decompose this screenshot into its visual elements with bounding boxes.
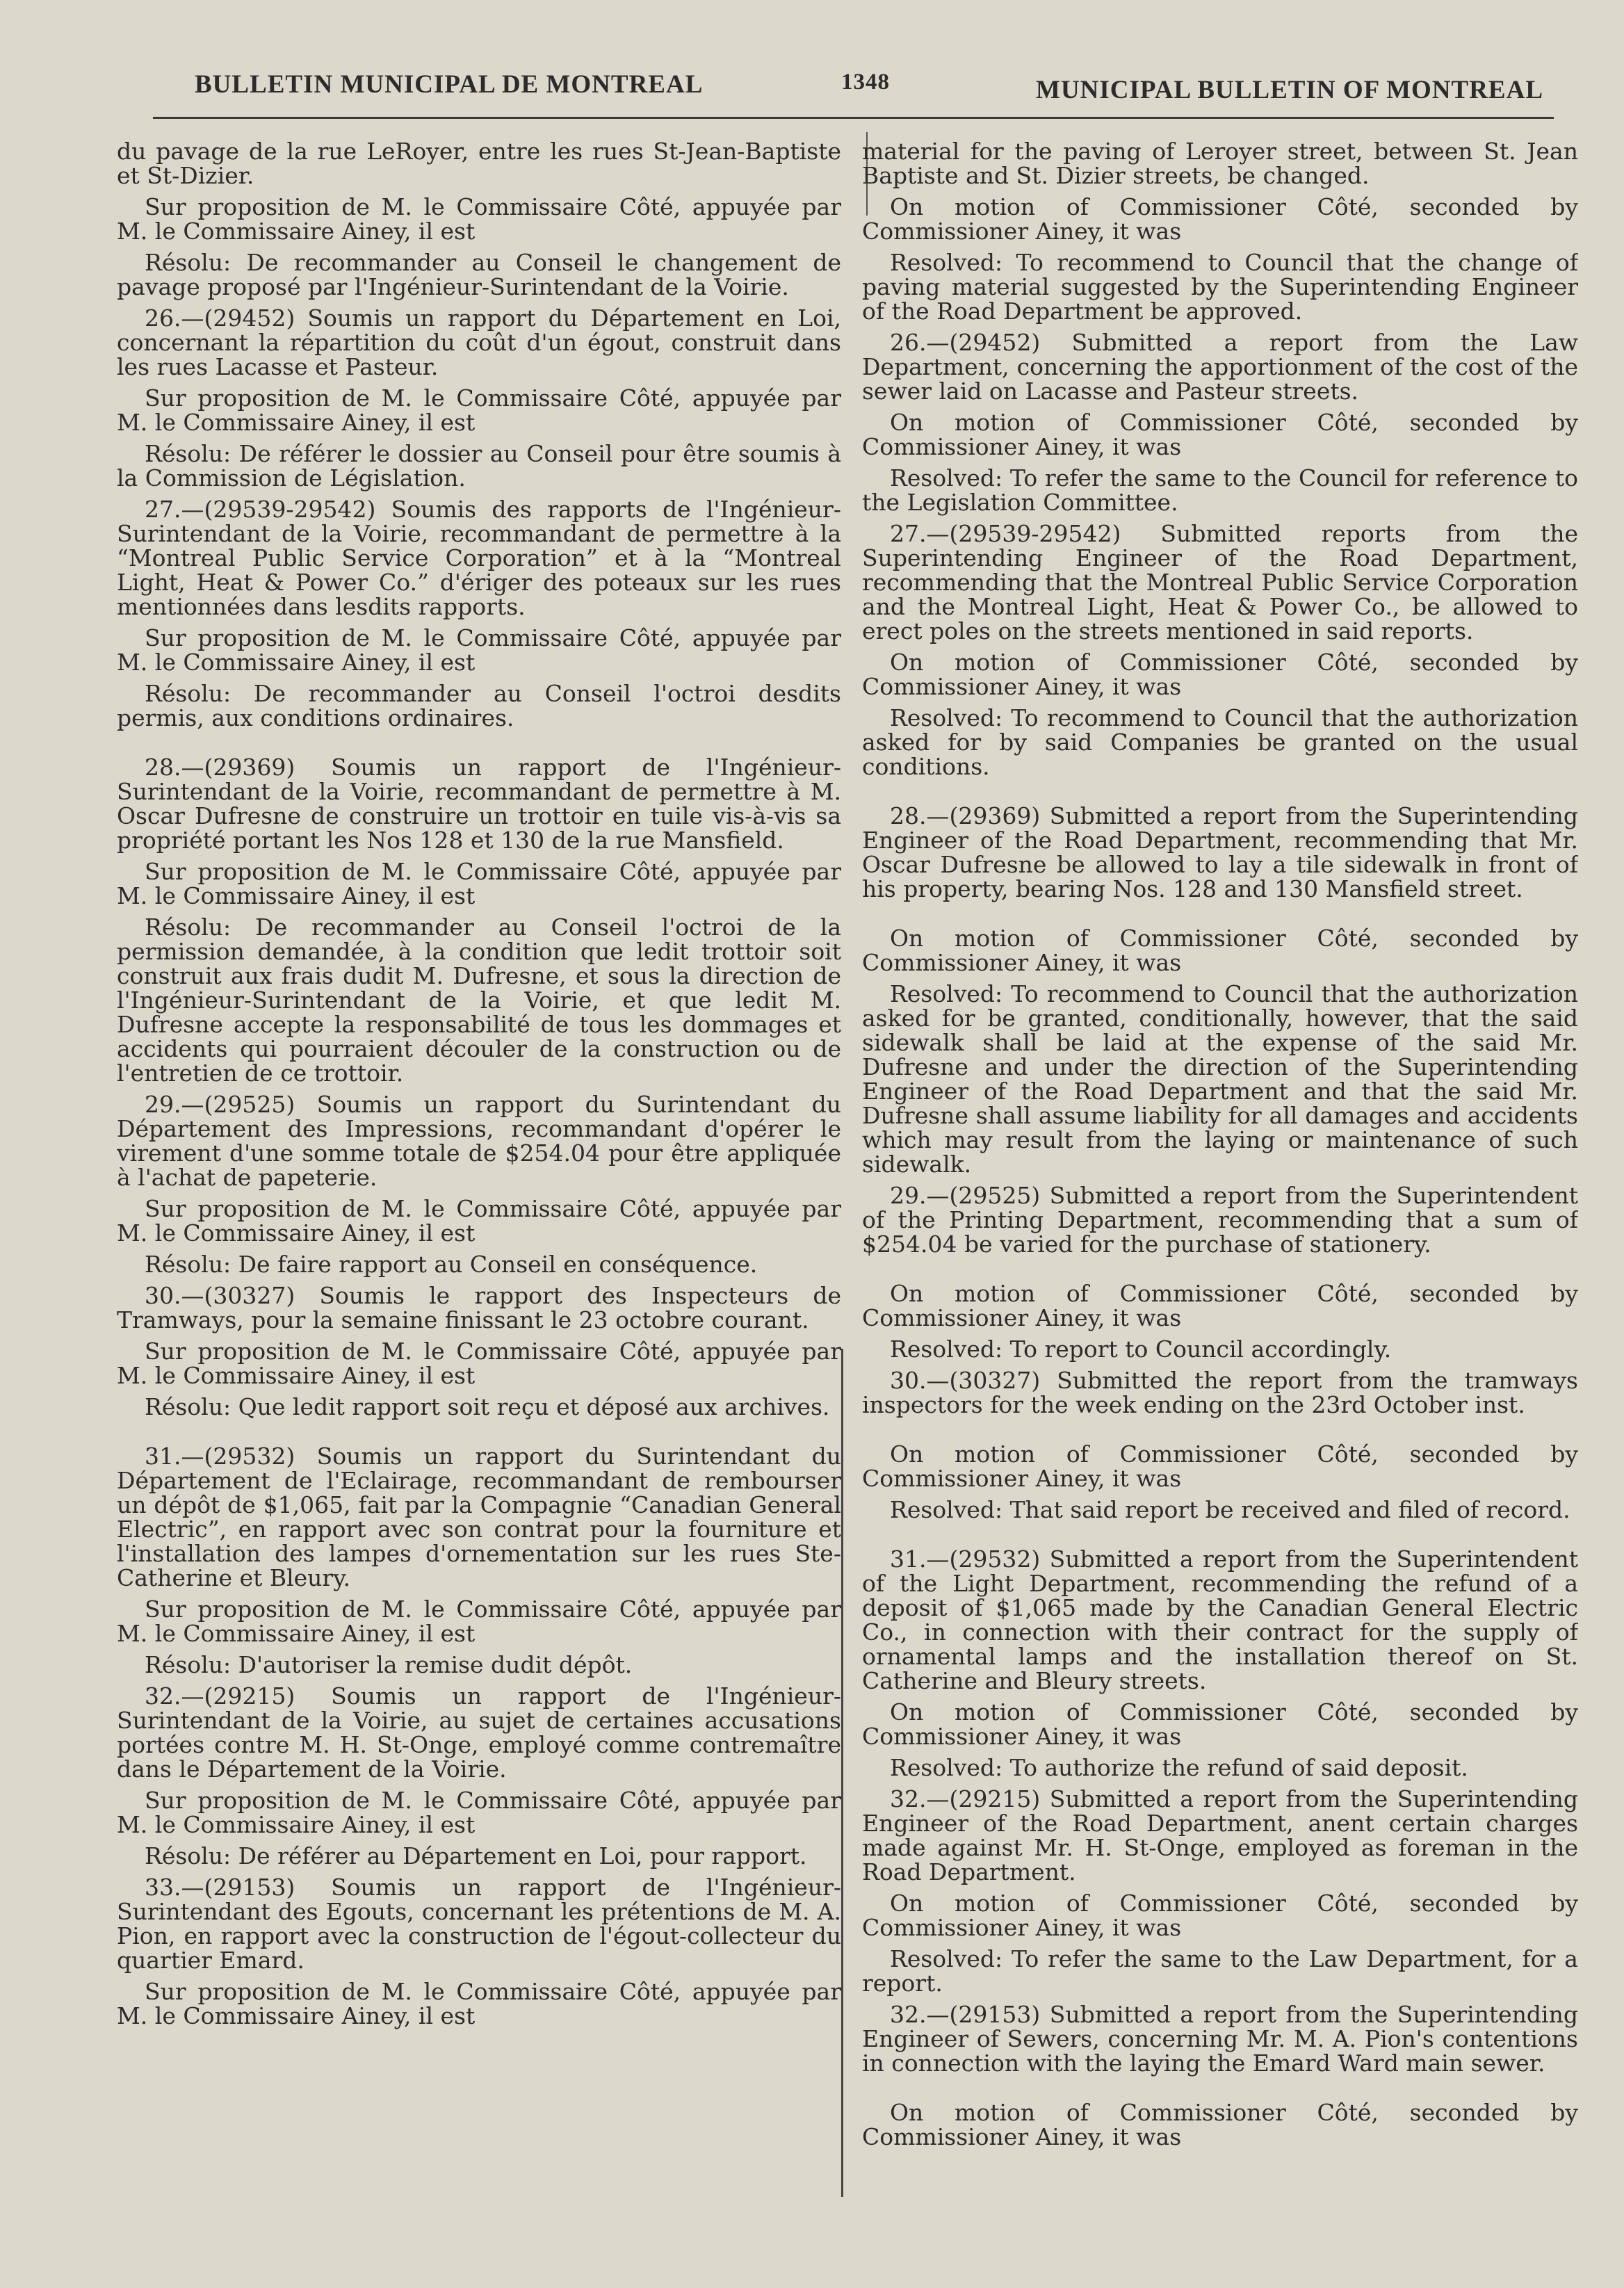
header-title-english: MUNICIPAL BULLETIN OF MONTREAL bbox=[1036, 76, 1543, 104]
english-paragraph: 26.—(29452) Submitted a report from the Law Department, concerning the apportionment of the cost of the sewer laid on Lacasse and Pasteur streets. bbox=[862, 329, 1578, 405]
column-divider-bottom bbox=[841, 1349, 843, 2197]
english-paragraph: On motion of Commissioner Côté, seconded by Commissioner Ainey, it was bbox=[862, 1441, 1578, 1492]
french-paragraph: du pavage de la rue LeRoyer, entre les rues St-Jean-Baptiste et St-Dizier. bbox=[117, 139, 841, 189]
header-title-french: BULLETIN MUNICIPAL DE MONTREAL bbox=[195, 70, 704, 99]
page-header bbox=[153, 70, 1550, 111]
french-paragraph: Résolu: De référer le dossier au Conseil pour être soumis à la Commission de Législation. bbox=[117, 440, 841, 492]
french-paragraph: 28.—(29369) Soumis un rapport de l'Ingénieur-Surintendant de la Voirie, recommandant de permettre à M. Oscar Dufresne de construire un trottoir en tuile vis-à-vis sa propriété portant les Nos 128 et 130 de la rue Mansfield. bbox=[117, 754, 841, 854]
english-paragraph: Resolved: To recommend to Council that the authorization asked for be granted, conditionally, however, that the said sidewalk shall be laid at the expense of the said Mr. Dufresne and under the direction of the Superintending Engineer of the Road Department and that the said Mr. Dufresne shall assume liability for all damages and accidents which may result from the laying or maintenance of such sidewalk. bbox=[862, 980, 1578, 1178]
french-paragraph: 29.—(29525) Soumis un rapport du Surintendant du Département des Impressions, recommandant d'opérer le virement d'une somme totale de $254.04 pour être appliquée à l'achat de papeterie. bbox=[117, 1091, 841, 1191]
english-paragraph: 32.—(29215) Submitted a report from the Superintending Engineer of the Road Department, anent certain charges made against Mr. H. St-Onge, employed as foreman in the Road Department. bbox=[862, 1785, 1578, 1885]
french-paragraph: Résolu: Que ledit rapport soit reçu et déposé aux archives. bbox=[145, 1393, 830, 1420]
english-paragraph: 31.—(29532) Submitted a report from the Superintendent of the Light Department, recommending the refund of a deposit of $1,065 made by the Canadian General Electric Co., in connection with their contract for the supply of ornamental lamps and the installation thereof on St. Catherine and Bleury streets. bbox=[862, 1545, 1578, 1694]
english-paragraph: Resolved: That said report be received and filed of record. bbox=[890, 1496, 1570, 1523]
english-paragraph: On motion of Commissioner Côté, seconded by Commissioner Ainey, it was bbox=[862, 925, 1578, 976]
french-paragraph: Sur proposition de M. le Commissaire Côté, appuyée par M. le Commissaire Ainey, il est bbox=[117, 1338, 841, 1389]
english-paragraph: On motion of Commissioner Côté, seconded by Commissioner Ainey, it was bbox=[862, 409, 1578, 460]
french-paragraph: 33.—(29153) Soumis un rapport de l'Ingénieur-Surintendant des Egouts, concernant les prétentions de M. A. Pion, en rapport avec la construction de l'égout-collecteur du quartier Emard. bbox=[117, 1874, 841, 1974]
english-paragraph: Resolved: To refer the same to the Law Department, for a report. bbox=[862, 1945, 1578, 1997]
english-paragraph: On motion of Commissioner Côté, seconded by Commissioner Ainey, it was bbox=[862, 1280, 1578, 1331]
french-paragraph: Sur proposition de M. le Commissaire Côté, appuyée par M. le Commissaire Ainey, il est bbox=[117, 624, 841, 676]
french-paragraph: Sur proposition de M. le Commissaire Côté, appuyée par M. le Commissaire Ainey, il est bbox=[117, 1978, 841, 2029]
english-paragraph: Resolved: To authorize the refund of said deposit. bbox=[890, 1754, 1468, 1781]
french-paragraph: 32.—(29215) Soumis un rapport de l'Ingénieur-Surintendant de la Voirie, au sujet de certaines accusations portées contre M. H. St-Onge, employé comme contremaître dans le Département de la Voirie. bbox=[117, 1682, 841, 1783]
english-paragraph: 29.—(29525) Submitted a report from the Superintendent of the Printing Department, recommending that a sum of $254.04 be varied for the purchase of stationery. bbox=[862, 1182, 1578, 1258]
english-paragraph: On motion of Commissioner Côté, seconded by Commissioner Ainey, it was bbox=[862, 193, 1578, 245]
english-paragraph: 30.—(30327) Submitted the report from the tramways inspectors for the week ending on the 23rd October inst. bbox=[862, 1367, 1578, 1418]
french-paragraph: Résolu: De recommander au Conseil l'octroi de la permission demandée, à la condition que ledit trottoir soit construit aux frais dudit M. Dufresne, et sous la direction de l'Ingénieur-Surintendant de la Voirie, et que ledit M. Dufresne accepte la responsabilité de tous les dommages et accidents qui pourraient découler de la construction ou de l'entretien de ce trottoir. bbox=[117, 914, 841, 1087]
french-paragraph: 30.—(30327) Soumis le rapport des Inspecteurs de Tramways, pour la semaine finissant le 23 octobre courant. bbox=[117, 1282, 841, 1333]
english-paragraph: On motion of Commissioner Côté, seconded by Commissioner Ainey, it was bbox=[862, 2099, 1578, 2150]
french-paragraph: Sur proposition de M. le Commissaire Côté, appuyée par M. le Commissaire Ainey, il est bbox=[117, 858, 841, 909]
french-paragraph: 27.—(29539-29542) Soumis des rapports de l'Ingénieur-Surintendant de la Voirie, recommandant de permettre à la “Montreal Public Service Corporation” et à la “Montreal Light, Heat & Power Co.” d'ériger des poteaux sur les rues mentionnées dans lesdits rapports. bbox=[117, 496, 841, 620]
english-paragraph: Resolved: To report to Council accordingly. bbox=[890, 1336, 1392, 1363]
french-paragraph: Résolu: De faire rapport au Conseil en conséquence. bbox=[145, 1251, 758, 1278]
french-paragraph: Sur proposition de M. le Commissaire Côté, appuyée par M. le Commissaire Ainey, il est bbox=[117, 1787, 841, 1838]
english-paragraph: 27.—(29539-29542) Submitted reports from the Superintending Engineer of the Road Department, recommending that the Montreal Public Service Corporation and the Montreal Light, Heat & Power Co., be allowed to erect poles on the streets mentioned in said reports. bbox=[862, 520, 1578, 644]
english-paragraph: 32.—(29153) Submitted a report from the Superintending Engineer of Sewers, concerning Mr. M. A. Pion's contentions in connection with the laying the Emard Ward main sewer. bbox=[862, 2001, 1578, 2077]
french-paragraph: Sur proposition de M. le Commissaire Côté, appuyée par M. le Commissaire Ainey, il est bbox=[117, 1195, 841, 1247]
french-paragraph: Sur proposition de M. le Commissaire Côté, appuyée par M. le Commissaire Ainey, il est bbox=[117, 1596, 841, 1647]
french-paragraph: Résolu: De recommander au Conseil le changement de pavage proposé par l'Ingénieur-Surintendant de la Voirie. bbox=[117, 249, 841, 300]
french-paragraph: Sur proposition de M. le Commissaire Côté, appuyée par M. le Commissaire Ainey, il est bbox=[117, 384, 841, 436]
french-paragraph: 26.—(29452) Soumis un rapport du Département en Loi, concernant la répartition du coût d'un égout, construit dans les rues Lacasse et Pasteur. bbox=[117, 305, 841, 380]
french-paragraph: Sur proposition de M. le Commissaire Côté, appuyée par M. le Commissaire Ainey, il est bbox=[117, 193, 841, 245]
english-paragraph: Resolved: To refer the same to the Council for reference to the Legislation Committee. bbox=[862, 464, 1578, 516]
english-paragraph: Resolved: To recommend to Council that the authorization asked for by said Companies be granted on the usual conditions. bbox=[862, 704, 1578, 780]
english-paragraph: On motion of Commissioner Côté, seconded by Commissioner Ainey, it was bbox=[862, 1890, 1578, 1941]
english-paragraph: On motion of Commissioner Côté, seconded by Commissioner Ainey, it was bbox=[862, 1698, 1578, 1750]
english-column bbox=[862, 139, 1578, 2225]
english-paragraph: material for the paving of Leroyer street, between St. Jean Baptiste and St. Dizier streets, be changed. bbox=[862, 139, 1578, 189]
french-column bbox=[117, 139, 841, 2225]
english-paragraph: 28.—(29369) Submitted a report from the Superintending Engineer of the Road Department, recommending that Mr. Oscar Dufresne be allowed to lay a tile sidewalk in front of his property, bearing Nos. 128 and 130 Mansfield street. bbox=[862, 802, 1578, 902]
english-paragraph: On motion of Commissioner Côté, seconded by Commissioner Ainey, it was bbox=[862, 649, 1578, 700]
french-paragraph: Résolu: De référer au Département en Loi, pour rapport. bbox=[145, 1842, 807, 1869]
french-paragraph: 31.—(29532) Soumis un rapport du Surintendant du Département de l'Eclairage, recommandant de rembourser un dépôt de $1,065, fait par la Compagnie “Canadian General Electric”, en rapport avec son contrat pour la fourniture et l'installation des lampes d'ornementation sur les rues Ste-Catherine et Bleury. bbox=[117, 1443, 841, 1591]
french-paragraph: Résolu: D'autoriser la remise dudit dépôt. bbox=[145, 1651, 633, 1678]
english-paragraph: Resolved: To recommend to Council that the change of paving material suggested by the Superintending Engineer of the Road Department be approved. bbox=[862, 249, 1578, 325]
page-number: 1348 bbox=[841, 70, 890, 95]
header-rule bbox=[153, 117, 1554, 119]
french-paragraph: Résolu: De recommander au Conseil l'octroi desdits permis, aux conditions ordinaires. bbox=[117, 680, 841, 731]
